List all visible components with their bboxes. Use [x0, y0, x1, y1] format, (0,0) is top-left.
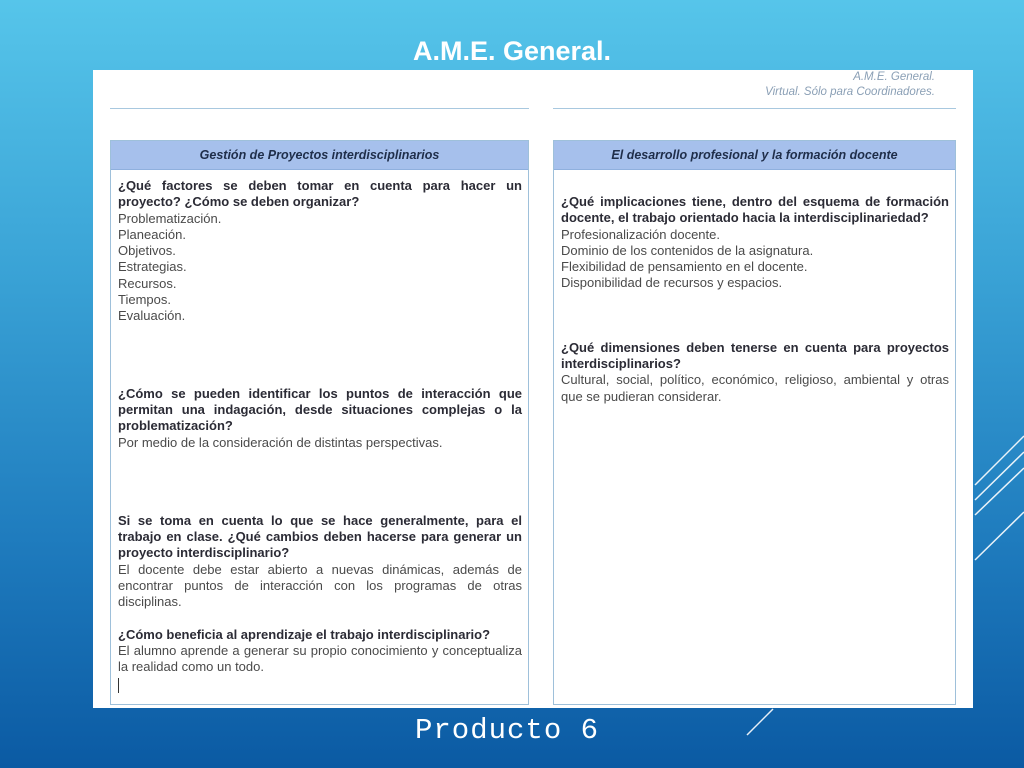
- text-cursor: [118, 678, 119, 693]
- question-interaction-points: ¿Cómo se pueden identificar los puntos de interacción que permitan una indagación, desde situaciones complejas o la problematización?: [118, 385, 522, 434]
- document-page: [93, 70, 973, 708]
- question-benefits: ¿Cómo beneficia al aprendizaje el trabajo interdisciplinario?: [118, 626, 491, 642]
- left-column: [110, 140, 529, 705]
- header-line-2: Virtual. Sólo para Coordinadores.: [765, 86, 935, 98]
- slide-title: A.M.E. General.: [412, 36, 612, 66]
- question-dimensions: ¿Qué dimensiones deben tenerse en cuenta para proyectos interdisciplinarios?: [561, 339, 949, 372]
- answer-list-factors: [118, 211, 522, 325]
- list-item: Dominio de los contenidos de la asignatura.: [561, 242, 814, 258]
- left-column-body: [111, 170, 528, 697]
- header-rule-left: [110, 108, 529, 109]
- right-column-heading: El desarrollo profesional y la formación docente: [554, 141, 955, 170]
- question-implications: ¿Qué implicaciones tiene, dentro del esquema de formación docente, el trabajo orientado hacia la interdisciplinariedad?: [561, 194, 949, 226]
- list-item: Problematización.: [118, 210, 222, 226]
- document-header: [765, 70, 935, 100]
- answer-changes: El docente debe estar abierto a nuevas dinámicas, además de encontrar puntos de interacción con los programas de otras disciplinas.: [118, 561, 522, 610]
- question-changes: Si se toma en cuenta lo que se hace generalmente, para el trabajo en clase. ¿Qué cambios deben hacerse para generar un proyecto interdisciplinario?: [118, 512, 522, 561]
- answer-benefits: El alumno aprende a generar su propio conocimiento y conceptualiza la realidad como un todo.: [118, 642, 522, 675]
- list-item: Objetivos.: [118, 243, 176, 259]
- question-factors: ¿Qué factores se deben tomar en cuenta para hacer un proyecto? ¿Cómo se deben organizar?: [118, 178, 522, 210]
- header-line-1: A.M.E. General.: [853, 71, 935, 83]
- answer-interaction-points: Por medio de la consideración de distintas perspectivas.: [118, 434, 443, 450]
- header-rule-right: [553, 108, 956, 109]
- list-item: Disponibilidad de recursos y espacios.: [561, 275, 783, 291]
- list-item: Recursos.: [118, 275, 177, 291]
- list-item: Evaluación.: [118, 308, 186, 324]
- deco-line: [975, 512, 1024, 560]
- answer-dimensions: Cultural, social, político, económico, religioso, ambiental y otras que se pudieran considerar.: [561, 372, 949, 404]
- right-column-body: [554, 170, 955, 405]
- right-column: [553, 140, 956, 705]
- list-item: Flexibilidad de pensamiento en el docente.: [561, 259, 808, 275]
- deco-line: [975, 436, 1024, 485]
- list-item: Profesionalización docente.: [561, 226, 720, 242]
- left-column-heading: Gestión de Proyectos interdisciplinarios: [111, 141, 528, 170]
- list-item: Estrategias.: [118, 259, 187, 275]
- list-item: Tiempos.: [118, 292, 171, 308]
- footer-product-label: Producto 6: [415, 714, 600, 747]
- answer-list-implications: [561, 227, 949, 292]
- list-item: Planeación.: [118, 226, 186, 242]
- deco-line: [747, 709, 773, 735]
